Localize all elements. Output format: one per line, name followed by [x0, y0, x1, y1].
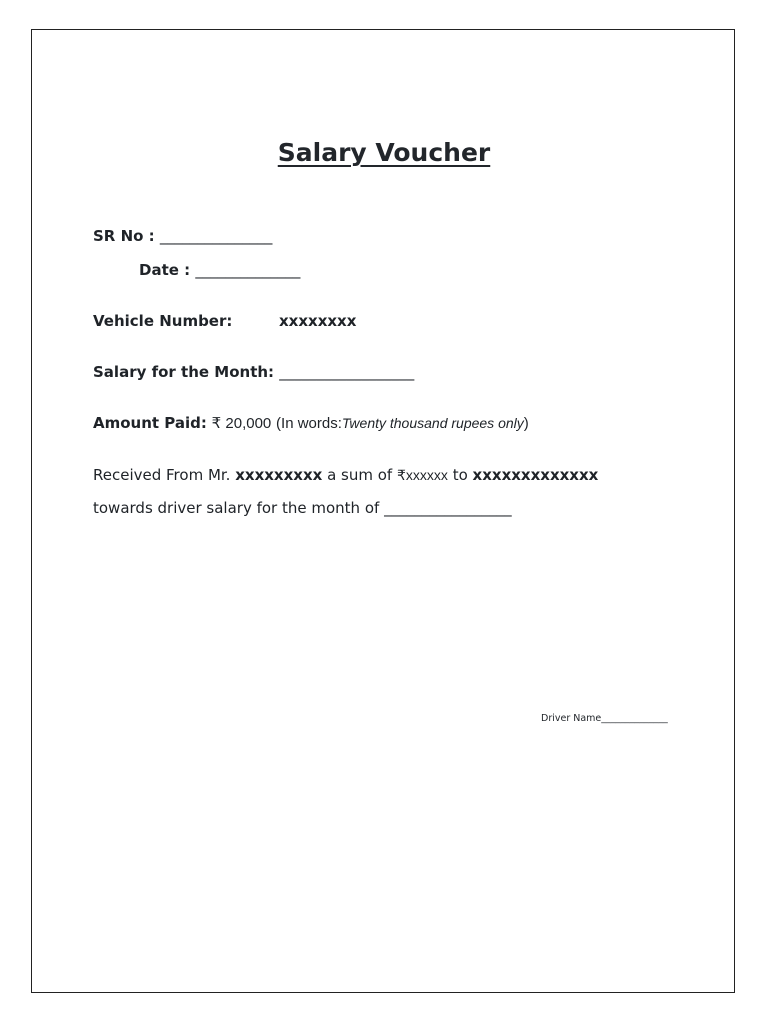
payee-name: xxxxxxxxxxxxx	[472, 466, 599, 484]
date-row	[139, 261, 300, 279]
driver-name-blank: ______________	[601, 713, 668, 724]
received-from-row	[93, 466, 598, 484]
payer-name: xxxxxxxxx	[235, 466, 323, 484]
amount-paid-value: ₹ 20,000	[211, 415, 272, 432]
vehicle-number-label: Vehicle Number:	[93, 312, 233, 330]
salary-month-blank: __________________	[279, 363, 415, 381]
received-sum: ₹xxxxxx	[397, 467, 448, 483]
salary-month-row	[93, 363, 414, 381]
date-blank: ______________	[195, 261, 301, 279]
sr-no-label: SR No :	[93, 227, 155, 245]
salary-month-label: Salary for the Month:	[93, 363, 275, 381]
received-middle: a sum of	[327, 466, 393, 484]
towards-blank: _________________	[384, 499, 512, 517]
amount-words-suffix: )	[523, 415, 529, 432]
sr-no-row	[93, 227, 272, 245]
document-title: Salary Voucher	[277, 138, 491, 167]
amount-paid-label: Amount Paid:	[93, 414, 207, 432]
amount-words-prefix: (In words:	[276, 415, 342, 432]
towards-text: towards driver salary for the month of	[93, 499, 380, 517]
driver-signature	[541, 713, 668, 724]
towards-row	[93, 499, 512, 517]
received-prefix: Received From Mr.	[93, 466, 231, 484]
driver-name-label: Driver Name	[541, 713, 602, 724]
vehicle-number-value: xxxxxxxx	[279, 312, 357, 330]
amount-in-words: Twenty thousand rupees only	[341, 415, 524, 431]
date-label: Date :	[139, 261, 191, 279]
sr-no-blank: _______________	[159, 227, 273, 245]
received-to: to	[452, 466, 468, 484]
amount-paid-row	[93, 414, 529, 432]
